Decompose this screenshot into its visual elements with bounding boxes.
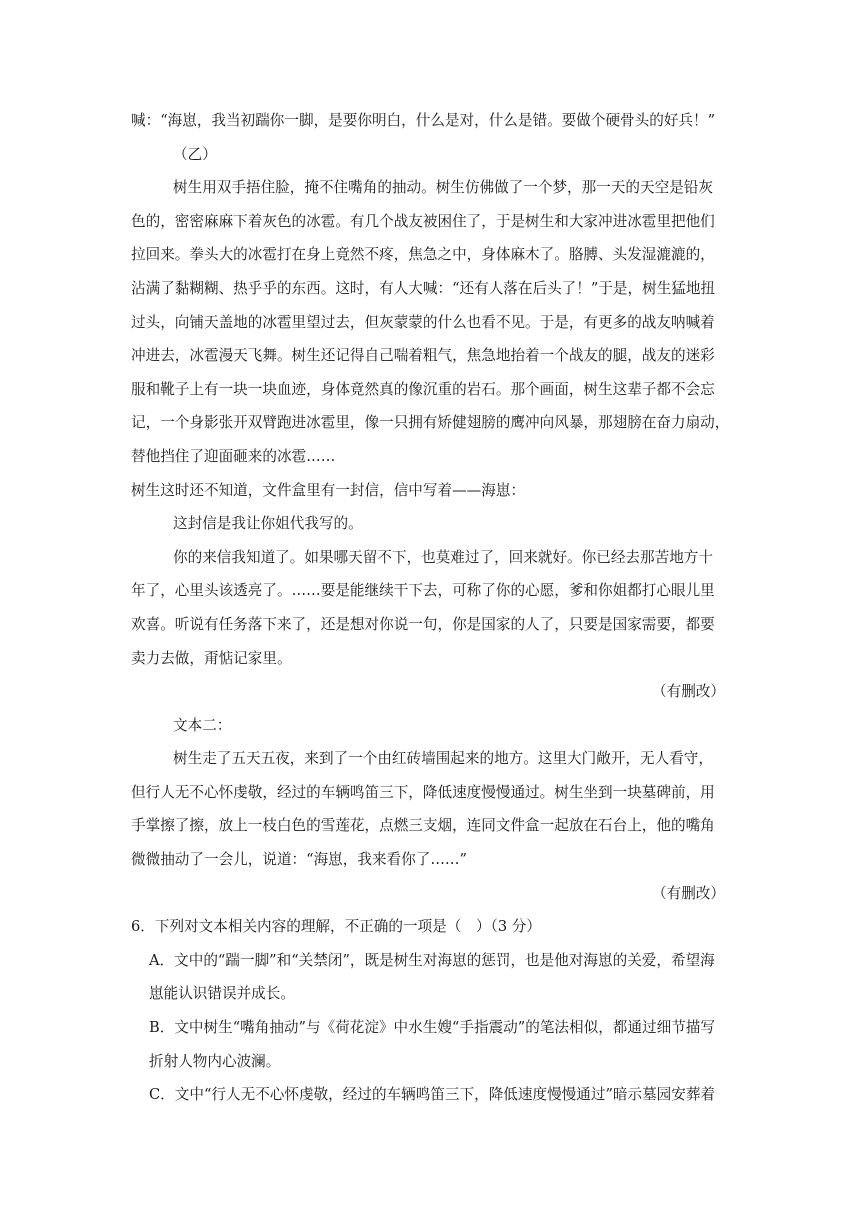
text-line: 过头，向铺天盖地的冰雹里望过去，但灰蒙蒙的什么也看不见。于是，有更多的战友呐喊着	[131, 313, 715, 331]
text-line: 这封信是我让你姐代我写的。	[173, 515, 363, 533]
option-c: C．文中“行人无不心怀虔敬，经过的车辆鸣笛三下，降低速度慢慢通过”暗示墓园安葬着	[149, 1086, 716, 1104]
option-a-cont: 崽能认识错误并成长。	[149, 985, 295, 1003]
text-line: 但行人无不心怀虔敬，经过的车辆鸣笛三下，降低速度慢慢通过。树生坐到一块墓碑前，用	[131, 783, 715, 801]
text-line: 卖力去做，甭惦记家里。	[131, 649, 292, 667]
text-line: 冲进去，冰雹漫天飞舞。树生还记得自己喘着粗气，焦急地抬着一个战友的腿，战友的迷彩	[131, 347, 715, 365]
option-a: A．文中的“踹一脚”和“关禁闭”，既是树生对海崽的惩罚，也是他对海崽的关爱，希望海	[149, 951, 715, 969]
text-line: 欢喜。听说有任务落下来了，还是想对你说一句，你是国家的人了，只要是国家需要，都要	[131, 615, 715, 633]
question-stem: 6．下列对文本相关内容的理解，不正确的一项是（ ）（3 分）	[131, 918, 541, 936]
text-line: 替他挡住了迎面砸来的冰雹……	[131, 447, 336, 465]
option-b: B．文中树生“嘴角抽动”与《荷花淀》中水生嫂“手指震动”的笔法相似，都通过细节描写	[149, 1019, 715, 1037]
text-line: 树生这时还不知道，文件盒里有一封信，信中写着——海崽：	[131, 481, 526, 499]
text-line: 年了，心里头该透亮了。……要是能继续干下去，可称了你的心愿，爹和你姐都打心眼儿里	[131, 582, 715, 600]
text-line: 微微抽动了一会儿，说道：“海崽，我来看你了……”	[131, 851, 467, 869]
text-line: 沾满了黏糊糊、热乎乎的东西。这时，有人大喊：“还有人落在后头了！”于是，树生猛地扭	[131, 279, 716, 297]
text-line: 记，一个身影张开双臂跑进冰雹里，像一只拥有矫健翅膀的鹰冲向风暴，那翅膀在奋力扇动，	[131, 414, 730, 432]
text-line: 喊：“海崽，我当初踹你一脚，是要你明白，什么是对，什么是错。要做个硬骨头的好兵！”	[131, 112, 716, 129]
text-line: 服和靴子上有一块一块血迹，身体竟然真的像沉重的岩石。那个画面，树生这辈子都不会忘	[131, 380, 715, 398]
text-line: 树生走了五天五夜，来到了一个由红砖墙围起来的地方。这里大门敞开，无人看守，	[173, 750, 713, 768]
text-line: 你的来信我知道了。如果哪天留不下，也莫难过了，回来就好。你已经去那苦地方十	[173, 548, 713, 566]
document-page	[131, 104, 731, 1112]
text-line: 拉回来。拳头大的冰雹打在身上竟然不疼，焦急之中，身体麻木了。胳膊、头发湿漉漉的，	[131, 246, 715, 264]
edit-note: （有删改）	[652, 683, 725, 701]
section-label: （乙）	[173, 145, 217, 163]
option-b-cont: 折射人物内心波澜。	[149, 1052, 281, 1070]
text-line: 树生用双手捂住脸，掩不住嘴角的抽动。树生仿佛做了一个梦，那一天的天空是铅灰	[173, 179, 713, 197]
edit-note: （有删改）	[652, 884, 725, 902]
text-line: 色的，密密麻麻下着灰色的冰雹。有几个战友被困住了，于是树生和大家冲进冰雹里把他们	[131, 212, 715, 230]
text-line: 手掌擦了擦，放上一枝白色的雪莲花，点燃三支烟，连同文件盒一起放在石台上，他的嘴角	[131, 817, 715, 835]
section-heading: 文本二：	[173, 716, 232, 734]
